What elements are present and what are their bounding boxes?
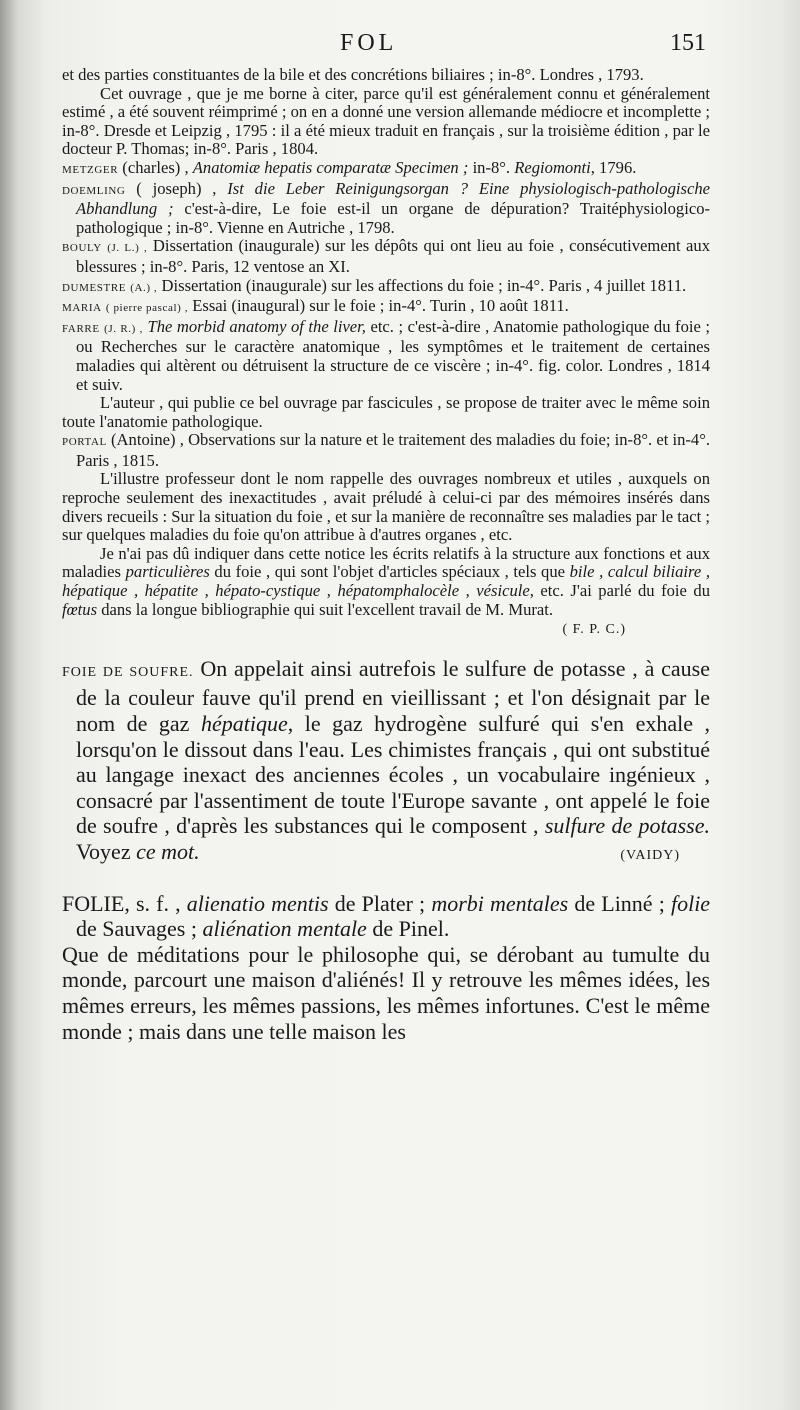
bib-note-farre: L'auteur , qui publie ce bel ouvrage par fascicules , se propose de traiter avec le même soin toute l'anatomie pathologique. <box>62 393 710 431</box>
bibliography-section <box>62 66 710 640</box>
bib-entry-maria: MARIA ( pierre pascal) , Essai (inaugural) sur le foie ; in-4°. Turin , 10 août 1811. <box>62 296 569 316</box>
article-folie: FOLIE, s. f. , alienatio mentis de Plater ; morbi mentales de Linné ; folie de Sauvages ; aliénation mentale de Pinel. Que de méditations pour le philosophe qui, se dérobant au tumulte du monde, parcourt une maison d'aliénés! Il y retrouve les mêmes idées, les mêmes erreurs, les mêmes passions, les mêmes infortunes. C'est le même monde ; mais dans une telle maison les <box>62 890 711 1044</box>
bib-note-ouvrage: Cet ouvrage , que je me borne à citer, parce qu'il est généralement connu et généralement estimé , a été souvent réimprimé ; on en a donné une version allemande médiocre et incomplette ; in-8°. Dresde et Leipzig , 1795 : il a été mieux traduit en français , sur la troisième édition , par le docteur P. Thomas; in-8°. Paris , 1804. <box>62 83 710 159</box>
bib-entry-metzger: METZGER (charles) , Anatomiæ hepatis comparatæ Specimen ; in-8°. Regiomonti, 1796. <box>62 157 637 177</box>
author-name: MARIA <box>62 302 102 315</box>
author-name: METZGER <box>62 163 119 176</box>
running-title: FOL <box>340 30 398 56</box>
author-name: DUMESTRE <box>62 281 127 294</box>
bib-entry-dumestre: DUMESTRE (A.) , Dissertation (inaugurale) sur les affections du foie ; in-4°. Paris , 4 juillet 1811. <box>62 275 687 295</box>
article-term: FOLIE <box>62 890 125 916</box>
author-name: DOEMLING <box>62 184 126 197</box>
bib-entry-portal: PORTAL (Antoine) , Observations sur la nature et le traitement des maladies du foie; in-8°. et in-4°. Paris , 1815. <box>62 430 710 470</box>
running-header <box>0 30 800 64</box>
bib-note-portal: L'illustre professeur dont le nom rappelle des ouvrages nombreux et utiles , auxquels on reproche seulement des inexactitudes , avait préludé à celui-ci par des mémoires insérés dans divers recueils : Sur la situation du foie , et sur la manière de reconnaître ses maladies par le tact ; sur quelques maladies du foie qu'on attribue à d'autres organes , etc. <box>62 469 710 545</box>
bib-entry-bouly: BOULY (J. L.) , Dissertation (inaugurale) sur les dépôts qui ont lieu au foie , consécutivement aux blessures ; in-8°. Paris, 12 ventose an XI. <box>62 236 711 276</box>
text-column <box>62 66 710 1044</box>
article-foie-de-soufre: FOIE DE SOUFRE. On appelait ainsi autrefois le sulfure de potasse , à cause de la couleur fauve qu'il prend en vieillissant ; et l'on désignait par le nom de gaz hépatique, le gaz hydrogène sulfuré qui s'en exhale , lorsqu'on le dissout dans l'eau. Les chimistes français , qui ont substitué au langage inexact des anciennes écoles , un vocabulaire ingénieux , consacré par l'assentiment de toute l'Europe savante , ont appelé le foie de soufre , d'après les substances qui le composent , sulfure de potasse. Voyez ce mot. (VAIDY) <box>62 656 710 865</box>
author-name: FARRE <box>62 322 100 335</box>
author-name: PORTAL <box>62 436 107 449</box>
bib-entry-farre: FARRE (J. R.) , The morbid anatomy of the liver, etc. ; c'est-à-dire , Anatomie pathologique du foie ; ou Recherches sur le caractère anatomique , les symptômes et le traitement de certaines maladies qui altèrent ou détruisent la structure de ce viscère ; in-4°. fig. color. Londres , 1814 et suiv. <box>62 316 710 394</box>
author-signature: (VAIDY) <box>620 847 680 863</box>
bib-entry-doemling: DOEMLING ( joseph) , Ist die Leber Reinigungsorgan ? Eine physiologisch-pathologische Abhandlung ; c'est-à-dire, Le foie est-il un organe de dépuration? Traitéphysiologico-pathologique ; in-8°. Vienne en Autriche , 1798. <box>62 178 711 237</box>
folie-paragraph: Que de méditations pour le philosophe qui, se dérobant au tumulte du monde, parcourt une maison d'aliénés! Il y retrouve les mêmes idées, les mêmes erreurs, les mêmes passions, les mêmes infortunes. C'est le même monde ; mais dans une telle maison les <box>62 941 710 1044</box>
bib-closing-note: Je n'ai pas dû indiquer dans cette notice les écrits relatifs à la structure aux fonctions et aux maladies particulières du foie , qui sont l'objet d'articles spéciaux , tels que bile , calcul biliaire , hépatique , hépatite , hépato-cystique , hépatomphalocèle , vésicule, etc. J'ai parlé du foie du fœtus dans la longue bibliographie qui suit l'excellent travail de M. Murat. <box>62 543 711 619</box>
work-title: Anatomiæ hepatis comparatæ Specimen ; <box>192 157 469 177</box>
article-term: FOIE DE SOUFRE. <box>62 664 194 680</box>
work-title: Ist die Leber Reinigungsorgan ? Eine physiologisch-pathologische Abhandlung ; <box>76 178 710 219</box>
author-name: BOULY <box>62 242 102 255</box>
page-number: 151 <box>670 30 706 56</box>
author-signature: ( F. P. C.) <box>562 622 626 638</box>
work-title: The morbid anatomy of the liver, <box>147 316 366 336</box>
bib-continuation: et des parties constituantes de la bile et des concrétions biliaires ; in-8°. Londres , 1793. <box>62 65 644 84</box>
